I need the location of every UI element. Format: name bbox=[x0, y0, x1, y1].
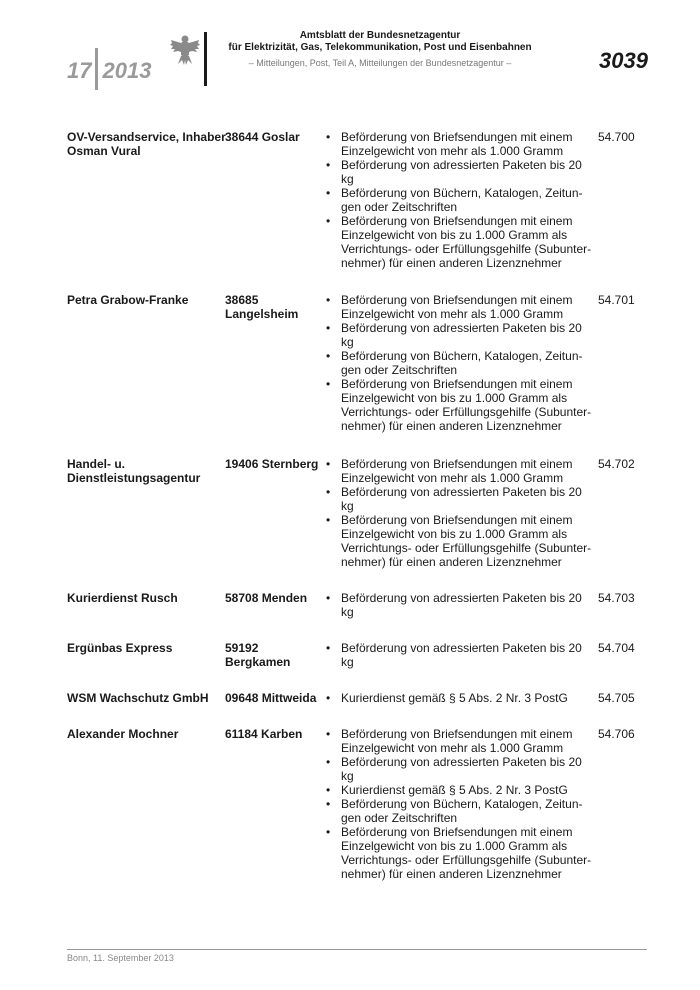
service-item: • Beförderung von Briefsendungen mit einem Einzelgewicht von bis zu 1.000 Gramm als Verrichtungs- oder Erfüllungsgehilfe (Subunter-nehmer) für einen anderen Lizenznehmer bbox=[325, 377, 595, 433]
service-item: • Kurierdienst gemäß § 5 Abs. 2 Nr. 3 PostG bbox=[325, 691, 595, 705]
service-item: • Beförderung von Briefsendungen mit einem Einzelgewicht von mehr als 1.000 Gramm bbox=[325, 130, 595, 158]
licensee-place: 61184 Karben bbox=[225, 727, 303, 741]
licensee-place: 38685 Langelsheim bbox=[225, 293, 299, 321]
licensee-name: Petra Grabow-Franke bbox=[67, 293, 189, 307]
service-item: • Beförderung von adressierten Paketen bis 20 kg bbox=[325, 755, 595, 783]
license-number: 54.700 bbox=[598, 130, 635, 144]
service-item: • Beförderung von adressierten Paketen bis 20 kg bbox=[325, 591, 595, 619]
license-number: 54.704 bbox=[598, 641, 635, 655]
license-number: 54.703 bbox=[598, 591, 635, 605]
federal-eagle-icon bbox=[170, 32, 200, 66]
service-item: • Beförderung von Briefsendungen mit einem Einzelgewicht von bis zu 1.000 Gramm als Verrichtungs- oder Erfüllungsgehilfe (Subunter-nehmer) für einen anderen Lizenznehmer bbox=[325, 513, 595, 569]
service-item: • Beförderung von adressierten Paketen bis 20 kg bbox=[325, 641, 595, 669]
licensee-name: Handel- u. Dienstleistungsagentur bbox=[67, 457, 201, 485]
licensee-place: 59192 Bergkamen bbox=[225, 641, 291, 669]
issue-divider bbox=[95, 48, 98, 90]
service-list bbox=[325, 457, 595, 569]
page-number: 3039 bbox=[599, 48, 648, 73]
license-number: 54.701 bbox=[598, 293, 635, 307]
header-title-line1: Amtsblatt der Bundesnetzagentur bbox=[299, 30, 461, 41]
issue-number: 17 bbox=[67, 58, 92, 83]
service-list bbox=[325, 691, 595, 705]
header-divider bbox=[204, 32, 207, 86]
licensee-name: OV-Versandservice, Inhaber Osman Vural bbox=[67, 130, 226, 158]
service-list bbox=[325, 641, 595, 669]
license-number: 54.706 bbox=[598, 727, 635, 741]
licensee-name: Kurierdienst Rusch bbox=[67, 591, 178, 605]
licensee-place: 09648 Mittweida bbox=[225, 691, 317, 705]
service-item: • Beförderung von Büchern, Katalogen, Zeitun-gen oder Zeitschriften bbox=[325, 349, 595, 377]
service-item: • Beförderung von Briefsendungen mit einem Einzelgewicht von bis zu 1.000 Gramm als Verrichtungs- oder Erfüllungsgehilfe (Subunter-nehmer) für einen anderen Lizenznehmer bbox=[325, 214, 595, 270]
service-list bbox=[325, 727, 595, 881]
licensee-place: 58708 Menden bbox=[225, 591, 308, 605]
service-list bbox=[325, 293, 595, 433]
licensee-name: Ergünbas Express bbox=[67, 641, 173, 655]
license-number: 54.702 bbox=[598, 457, 635, 471]
footer-divider bbox=[67, 949, 647, 950]
issue-year: 2013 bbox=[102, 58, 152, 83]
licensee-place: 38644 Goslar bbox=[225, 130, 300, 144]
service-item: • Kurierdienst gemäß § 5 Abs. 2 Nr. 3 PostG bbox=[325, 783, 595, 797]
service-item: • Beförderung von Briefsendungen mit einem Einzelgewicht von mehr als 1.000 Gramm bbox=[325, 293, 595, 321]
footer-date: Bonn, 11. September 2013 bbox=[67, 953, 174, 963]
license-number: 54.705 bbox=[598, 691, 635, 705]
service-list bbox=[325, 130, 595, 270]
licensee-name: Alexander Mochner bbox=[67, 727, 179, 741]
licensee-place: 19406 Sternberg bbox=[225, 457, 319, 471]
header-subtitle: – Mitteilungen, Post, Teil A, Mitteilungen der Bundesnetzagentur – bbox=[248, 58, 512, 68]
licensee-name: WSM Wachschutz GmbH bbox=[67, 691, 209, 705]
service-item: • Beförderung von adressierten Paketen bis 20 kg bbox=[325, 485, 595, 513]
service-item: • Beförderung von Büchern, Katalogen, Zeitun-gen oder Zeitschriften bbox=[325, 186, 595, 214]
service-item: • Beförderung von Büchern, Katalogen, Zeitun-gen oder Zeitschriften bbox=[325, 797, 595, 825]
service-list bbox=[325, 591, 595, 619]
issue-label bbox=[67, 48, 151, 90]
service-item: • Beförderung von Briefsendungen mit einem Einzelgewicht von mehr als 1.000 Gramm bbox=[325, 457, 595, 485]
service-item: • Beförderung von adressierten Paketen bis 20 kg bbox=[325, 158, 595, 186]
header-title-line2: für Elektrizität, Gas, Telekommunikation, Post und Eisenbahnen bbox=[228, 42, 532, 53]
service-item: • Beförderung von Briefsendungen mit einem Einzelgewicht von bis zu 1.000 Gramm als Verrichtungs- oder Erfüllungsgehilfe (Subunter-nehmer) für einen anderen Lizenznehmer bbox=[325, 825, 595, 881]
service-item: • Beförderung von Briefsendungen mit einem Einzelgewicht von mehr als 1.000 Gramm bbox=[325, 727, 595, 755]
service-item: • Beförderung von adressierten Paketen bis 20 kg bbox=[325, 321, 595, 349]
